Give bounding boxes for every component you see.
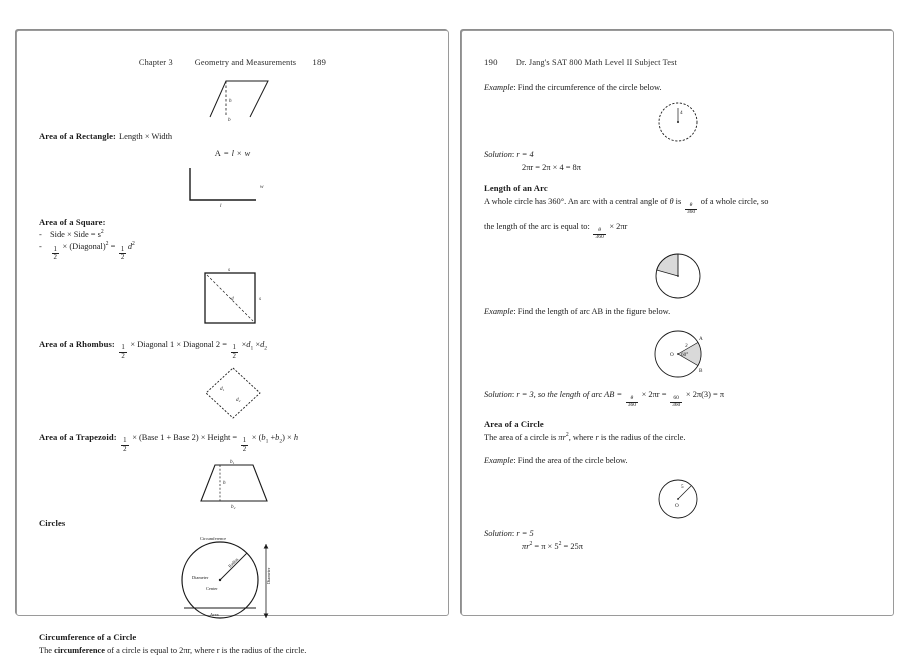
parallelogram-base-label: b	[227, 117, 231, 123]
example-1-solution	[484, 148, 871, 161]
rhombus-heading: Area of a Rhombus:	[39, 338, 115, 349]
trapezoid-b1: b	[261, 432, 266, 442]
rhombus-figure	[39, 364, 426, 422]
trapezoid-formula	[120, 431, 298, 453]
header-chapter: Chapter 3	[138, 58, 173, 67]
bullet-dash: -	[39, 229, 42, 239]
solution-1-r: r = 4	[514, 150, 534, 160]
arc-line-2	[484, 220, 871, 241]
section-area-rectangle	[39, 130, 426, 208]
section-length-of-arc	[484, 183, 871, 303]
solution-3-label: Solution	[484, 528, 512, 538]
diagonal-text: (Diagonal)	[69, 241, 106, 251]
example-2-label: Example	[484, 306, 514, 316]
trapezoid-h: h	[293, 432, 299, 442]
example-1-figure	[484, 100, 871, 144]
formula-l: l	[231, 149, 234, 159]
solution-1-label: Solution	[484, 150, 512, 160]
rhombus-d2: d	[260, 339, 265, 349]
arc-fraction-1: $\frac{\theta}{360}$	[686, 202, 696, 216]
arc-line1-a: A whole circle has 360°. An arc with a central angle of	[484, 197, 670, 207]
point-O-label: O	[669, 351, 674, 358]
example-3-solution-line2	[522, 540, 871, 553]
radius-3-label: 3	[684, 342, 688, 349]
solution-2-frac-1: $\frac{\theta}{360}$	[627, 395, 636, 409]
circ-bold: circumference	[54, 645, 105, 655]
trapezoid-text1: × (Base 1 + Base 2) × Height =	[132, 432, 238, 442]
trapezoid-bottom-label: b₂	[230, 503, 235, 510]
square-bullet-2-text	[50, 241, 135, 262]
formula-times: ×	[236, 149, 242, 159]
solution-1-colon: :	[511, 150, 515, 160]
trapezoid-half: $\frac{1}{2}$	[123, 437, 127, 453]
diagonal-sup: 2	[105, 240, 109, 247]
example-1	[484, 81, 871, 174]
solution-2-b: × 2πr =	[639, 389, 669, 399]
square-diagonal-label: d	[230, 295, 234, 302]
area-circle-heading: Area of a Circle	[484, 418, 544, 429]
rhombus-times: ×	[255, 339, 261, 349]
rhombus-d1-sub: 1	[250, 345, 254, 352]
right-page	[461, 30, 894, 616]
rhombus-d1: d	[246, 339, 251, 349]
trapezoid-close: ) ×	[282, 432, 292, 442]
example-2-solution	[484, 388, 871, 409]
diameter-right-label: Diameter	[265, 567, 271, 584]
section-area-trapezoid	[39, 431, 426, 509]
rectangle-width-label: w	[259, 184, 263, 191]
square-d: d	[127, 241, 133, 251]
example-3-colon: :	[513, 455, 516, 465]
rectangle-formula	[39, 147, 426, 160]
area-text-c: is the radius of the circle.	[598, 432, 686, 442]
sol3-sup: 2	[529, 541, 533, 548]
formula-A: A	[214, 149, 221, 159]
rhombus-d2-label: d₂	[235, 396, 240, 403]
square-top-label: s	[227, 266, 230, 273]
sol3-rest: = π × 5	[532, 541, 559, 551]
circle-anatomy-figure	[39, 532, 426, 624]
trapezoid-b2-sub: 2	[279, 438, 283, 445]
square-bullet-2	[39, 241, 426, 262]
square-bullet-1-text	[50, 229, 104, 239]
trapezoid-b2: b	[275, 432, 280, 442]
area-pi-r: πr	[558, 432, 566, 442]
solution-3-r: r = 5	[514, 528, 534, 538]
example-3-center-label: O	[674, 502, 679, 509]
left-page	[16, 30, 449, 655]
sol3-pi-r: πr	[522, 541, 530, 551]
formula-eq: =	[223, 149, 229, 159]
left-page-number: 189	[312, 57, 327, 67]
half-fraction-2: $\frac{1}{2}$	[120, 246, 125, 262]
parallelogram-figure	[39, 75, 426, 121]
example-3-radius-label: 5	[680, 483, 684, 490]
rhombus-d1-label: d₁	[219, 385, 224, 392]
example-2-colon: :	[513, 306, 516, 316]
sol3-end: = 25π	[561, 541, 583, 551]
circumference-body	[39, 644, 426, 657]
example-1-text: Find the circumference of the circle below.	[515, 83, 662, 92]
area-r: r	[595, 432, 599, 442]
example-3-prompt	[484, 454, 871, 467]
example-2-text: Find the length of arc AB in the figure below.	[515, 306, 671, 316]
circles-heading: Circles	[39, 517, 66, 528]
rectangle-heading: Area of a Rectangle:	[39, 131, 117, 141]
example-3-figure	[484, 475, 871, 523]
right-page-header	[484, 57, 871, 71]
trapezoid-plus: +	[270, 432, 276, 442]
arc-theta: θ	[669, 197, 674, 207]
rectangle-text: Length × Width	[119, 132, 173, 141]
solution-2-label: Solution	[484, 389, 512, 399]
example-1-colon: :	[513, 83, 516, 92]
rhombus-half-2: $\frac{1}{2}$	[232, 344, 236, 360]
solution-2-frac-2: $\frac{60}{360}$	[672, 395, 681, 409]
point-A-label: A	[698, 335, 703, 342]
square-d-sup: 2	[132, 240, 135, 247]
trapezoid-text2: × (	[251, 432, 262, 442]
rhombus-text2: ×	[241, 339, 247, 349]
area-text-a: The area of a circle is	[484, 432, 559, 442]
section-area-of-circle	[484, 419, 871, 444]
arc-line2-a: the length of the arc is equal to:	[484, 222, 592, 231]
area-circle-body	[484, 431, 871, 444]
example-1-solution-line2: 2πr = 2π × 4 = 8π	[522, 163, 581, 173]
square-bullet-1	[39, 229, 426, 239]
trapezoid-top-label: b₁	[229, 458, 234, 465]
rhombus-heading-row	[39, 338, 426, 360]
example-3-solution	[484, 527, 871, 540]
trapezoid-heading-row	[39, 431, 426, 453]
example-1-prompt	[484, 81, 871, 94]
rectangle-length-label: l	[219, 203, 221, 210]
radius-label: Radius	[226, 556, 239, 569]
square-heading: Area of a Square:	[39, 217, 106, 228]
example-3-label: Example	[484, 455, 514, 465]
section-area-square	[39, 217, 426, 329]
solution-2-colon: :	[511, 389, 515, 399]
rhombus-d2-sub: 2	[264, 345, 268, 352]
square-figure	[39, 267, 426, 329]
square-b1-sup: 2	[100, 229, 104, 236]
example-2-figure	[484, 324, 871, 384]
arc-line1-c: of a whole circle, so	[698, 197, 769, 207]
eq-1: =	[110, 241, 116, 251]
left-page-header	[39, 57, 426, 71]
solution-3-colon: :	[511, 528, 515, 538]
example-1-label: Example	[484, 83, 514, 92]
trapezoid-height-label: h	[222, 479, 226, 486]
square-right-label: s	[258, 295, 261, 302]
circ-post: of a circle is equal to 2πr, where r is the radius of the circle.	[104, 645, 307, 655]
diameter-left-label: Diameter	[191, 574, 208, 580]
trapezoid-half-2: $\frac{1}{2}$	[242, 437, 247, 453]
point-B-label: B	[698, 367, 702, 374]
rhombus-text1: × Diagonal 1 × Diagonal 2 =	[130, 339, 227, 349]
center-label: Center	[205, 585, 218, 591]
square-bullets	[39, 229, 426, 262]
angle-60-label: 60°	[680, 351, 688, 358]
arc-fraction-2: $\frac{\theta}{360}$	[595, 227, 604, 241]
solution-2-a: r = 3, so the length of arc AB =	[514, 389, 625, 399]
circumference-heading: Circumference of a Circle	[39, 631, 137, 642]
example-3-text: Find the area of the circle below.	[515, 455, 628, 465]
example-2-prompt	[484, 305, 871, 318]
section-circles	[39, 518, 426, 624]
area-text-b: , where	[568, 432, 596, 442]
rectangle-heading-row	[39, 130, 426, 143]
sol3-sup2: 2	[558, 541, 562, 548]
arc-sector-figure	[484, 249, 871, 303]
formula-w: w	[244, 149, 251, 159]
arc-heading: Length of an Arc	[484, 183, 548, 194]
rectangle-figure	[39, 162, 426, 208]
bullet-dash-2: -	[39, 241, 42, 251]
parallelogram-height-label: h	[228, 98, 232, 104]
square-b1: Side × Side = s	[50, 229, 101, 239]
area-sup: 2	[565, 432, 569, 439]
half-fraction: $\frac{1}{2}$	[53, 246, 57, 262]
example-1-radius-label: 4	[679, 110, 683, 117]
arc-line2-b: × 2πr	[607, 222, 628, 231]
times-1: ×	[62, 241, 68, 251]
trapezoid-heading: Area of a Trapezoid:	[39, 431, 117, 442]
trapezoid-b1-sub: 1	[265, 438, 269, 445]
trapezoid-figure	[39, 457, 426, 509]
rhombus-formula	[118, 338, 267, 360]
right-header-title: Dr. Jang's SAT 800 Math Level II Subject Test	[515, 58, 677, 67]
area-label: Area	[209, 611, 219, 617]
rhombus-half: $\frac{1}{2}$	[121, 344, 125, 360]
right-page-number: 190	[484, 57, 498, 67]
solution-2-c: × 2π(3) = π	[683, 389, 725, 399]
header-title: Geometry and Measurements	[194, 58, 297, 67]
arc-line-1	[484, 195, 871, 216]
example-2	[484, 305, 871, 409]
circ-pre: The	[39, 645, 55, 655]
section-area-rhombus	[39, 338, 426, 422]
arc-line1-b: is	[673, 197, 684, 207]
section-circumference	[39, 632, 426, 657]
example-3	[484, 454, 871, 553]
circumference-label: Circumference	[199, 535, 226, 541]
